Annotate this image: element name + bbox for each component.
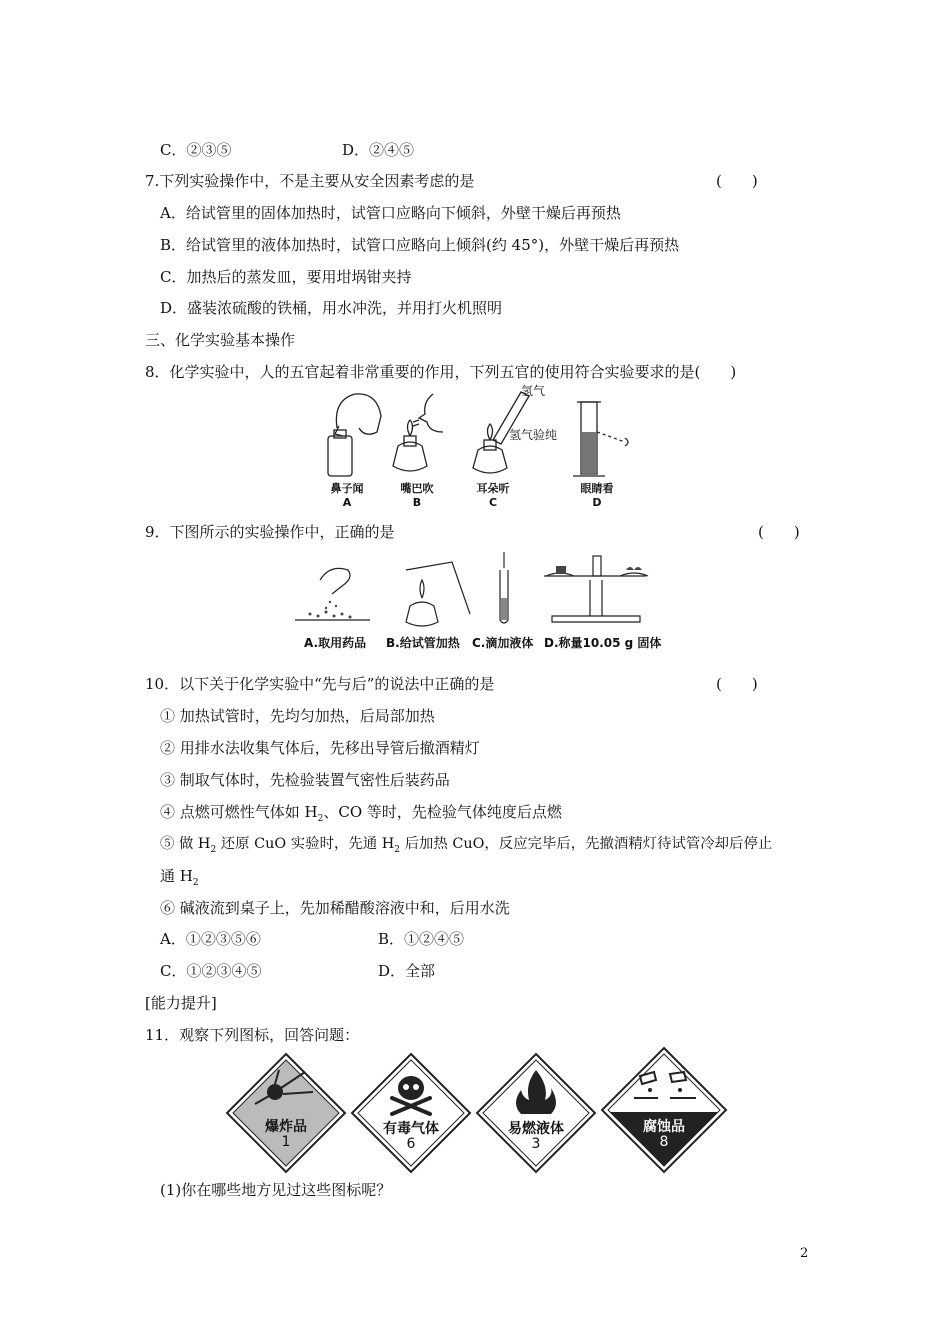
q9-answer-paren: ( ) bbox=[758, 523, 800, 541]
q10-stem: 10．以下关于化学实验中“先与后”的说法中正确的是 bbox=[145, 675, 495, 693]
q10-item-5: ⑤ 做 $H_2$ 还原 CuO 实验时，先通 $H_2$ 后加热 CuO，反应完毕后，先撤酒精灯待试管冷却后停止 bbox=[160, 836, 773, 855]
q10-option-c: C．①②③④⑤ bbox=[160, 962, 262, 980]
q10-item-5-continued: 通 $H_2$ bbox=[160, 867, 199, 888]
q7-option-d: D．盛装浓硫酸的铁桶，用水冲洗，并用打火机照明 bbox=[160, 299, 503, 317]
q8-caption-d: 眼睛看 D bbox=[580, 482, 614, 509]
q9-caption-a: A.取用药品 bbox=[304, 636, 367, 650]
q10-item-2: ② 用排水法收集气体后，先移出导管后撤酒精灯 bbox=[160, 739, 480, 757]
q11-subquestion-1: (1)你在哪些地方见过这些图标呢？ bbox=[160, 1181, 392, 1199]
q7-option-a: A．给试管里的固体加热时，试管口应略向下倾斜，外壁干燥后再预热 bbox=[160, 204, 621, 222]
page-number: 2 bbox=[800, 1246, 809, 1261]
q10-item-6: ⑥ 碱液流到桌子上，先加稀醋酸溶液中和，后用水洗 bbox=[160, 899, 510, 917]
skull-crossbones-icon bbox=[350, 1052, 472, 1174]
q9-figure bbox=[290, 550, 675, 650]
q9-caption-c: C.滴加液体 bbox=[472, 636, 534, 650]
q6-option-d: D．②④⑤ bbox=[342, 141, 415, 159]
q9-caption-d: D.称量10.05 g 固体 bbox=[544, 636, 662, 650]
q9-stem: 9．下图所示的实验操作中，正确的是 bbox=[145, 523, 395, 541]
q11-stem: 11．观察下列图标，回答问题： bbox=[145, 1026, 360, 1044]
q10-option-b: B．①②④⑤ bbox=[378, 930, 465, 948]
q10-item-3: ③ 制取气体时，先检验装置气密性后装药品 bbox=[160, 771, 450, 789]
explosion-icon bbox=[225, 1052, 347, 1174]
hazard-sign-flammable-liquid: 易燃液体 3 bbox=[475, 1052, 597, 1174]
q8-stem: 8．化学实验中，人的五官起着非常重要的作用，下列五官的使用符合实验要求的是( ) bbox=[145, 363, 737, 381]
hazard-sign-toxic-gas: 有毒气体 6 bbox=[350, 1052, 472, 1174]
q7-answer-paren: ( ) bbox=[716, 172, 758, 190]
hydrogen-label: 氢气 bbox=[521, 384, 546, 398]
q7-stem: 7.下列实验操作中，不是主要从安全因素考虑的是 bbox=[145, 172, 475, 190]
q10-answer-paren: ( ) bbox=[716, 675, 758, 693]
q10-option-a: A．①②③⑤⑥ bbox=[160, 930, 261, 948]
q8-figure bbox=[315, 380, 650, 512]
ability-heading: [能力提升] bbox=[145, 994, 217, 1012]
q6-option-c: C．②③⑤ bbox=[160, 141, 232, 159]
q10-item-1: ① 加热试管时，先均匀加热，后局部加热 bbox=[160, 707, 435, 725]
corrosion-icon bbox=[600, 1046, 728, 1174]
section-heading: 三、化学实验基本操作 bbox=[145, 331, 296, 349]
q9-caption-b: B.给试管加热 bbox=[386, 636, 460, 650]
q7-option-b: B．给试管里的液体加热时，试管口应略向上倾斜(约 45°)，外壁干燥后再预热 bbox=[160, 236, 680, 254]
q8-caption-c: 耳朵听 C bbox=[476, 482, 510, 509]
hazard-sign-explosive: 爆炸品 1 bbox=[225, 1052, 347, 1174]
q10-option-d: D．全部 bbox=[378, 962, 436, 980]
purity-test-label: 氢气验纯 bbox=[509, 428, 558, 442]
flame-icon bbox=[475, 1052, 597, 1174]
q8-caption-a: 鼻子闻 A bbox=[330, 482, 364, 509]
q10-item-4: ④ 点燃可燃性气体如 $H_2$、CO 等时，先检验气体纯度后点燃 bbox=[160, 803, 562, 824]
q8-caption-b: 嘴巴吹 B bbox=[400, 482, 434, 509]
hazard-sign-corrosive: 腐蚀品 8 bbox=[600, 1046, 728, 1174]
operations-illustration bbox=[290, 550, 675, 628]
q7-option-c: C．加热后的蒸发皿，要用坩埚钳夹持 bbox=[160, 268, 412, 286]
